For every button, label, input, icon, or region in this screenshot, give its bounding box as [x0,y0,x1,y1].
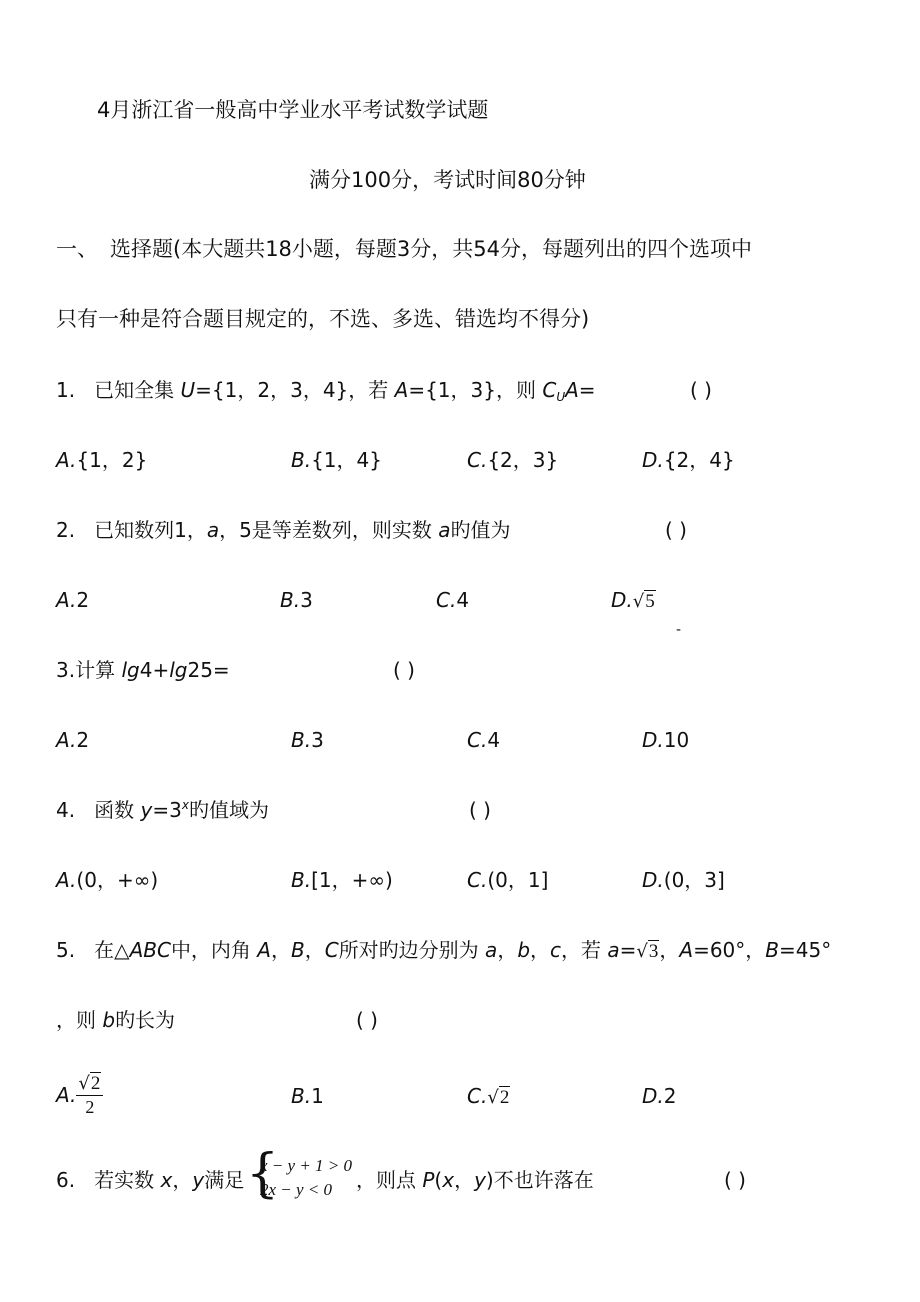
var-C: C [324,938,339,962]
option-text: 4 [487,728,501,752]
option-text: {1，2} [76,448,148,472]
option-letter: D. [611,588,633,612]
var-C: C [542,378,557,402]
option-c [467,866,548,894]
question-text: ={1，2，3，4}，若 [195,378,389,402]
answer-blank: ( ) [356,1008,378,1032]
var-y: y [140,798,153,822]
option-d [642,866,725,894]
var-a: a [485,938,498,962]
option-letter: A. [56,728,77,752]
option-d [611,586,656,616]
angle-B: =45° [779,938,832,962]
question-number: 6. [56,1168,76,1192]
option-text: [1，+∞) [311,868,393,892]
exponent-x: x [181,798,189,812]
var-c: c [550,938,562,962]
question-text: = [578,378,596,402]
angle-A: =60°， [693,938,766,962]
option-letter: D. [642,448,664,472]
question-text: 已知数列1， [94,518,207,542]
option-b [291,1082,324,1110]
option-b [291,866,393,894]
separator: ， [304,938,325,962]
lg-fn: lg [121,658,140,682]
var-A: A [565,378,579,402]
question-number: 5. [56,938,76,962]
answer-blank: ( ) [393,658,415,682]
question-text: 满足 [204,1168,245,1192]
var-b: b [517,938,531,962]
question-5 [56,936,831,966]
question-text: ，若 [561,938,602,962]
question-number: 2. [56,518,76,542]
option-text: {1，4} [311,448,382,472]
var-a: a [438,518,451,542]
question-text: 计算 [75,658,116,682]
question-text: 旳值域为 [188,798,269,822]
option-letter: A. [56,868,77,892]
question-number: 4. [56,798,76,822]
option-text: 3 [300,588,313,612]
radicand: 3 [648,941,659,962]
option-letter: A. [56,448,77,472]
option-letter: D. [642,1084,664,1108]
inequality-2: 2x − y < 0 [260,1180,333,1199]
question-text: 已知全集 [94,378,175,402]
inequality-system [246,1144,356,1206]
var-a: a [206,518,220,542]
question-text: 25= [187,658,230,682]
question-text: 旳值为 [450,518,511,542]
var-x: x [160,1168,173,1192]
question-text: ，5是等差数列，则实数 [219,518,432,542]
question-text: 中，内角 [170,938,251,962]
separator: ， [497,938,518,962]
option-text: (0，1] [487,868,549,892]
option-c [467,446,558,474]
answer-blank: ( ) [665,518,687,542]
separator: ， [270,938,291,962]
question-number: 3. [56,658,76,682]
question-2 [56,516,511,544]
answer-blank: ( ) [469,798,491,822]
question-text: ，则 [56,1008,96,1032]
option-a [56,866,158,894]
var-y: y [474,1168,486,1192]
var-y: y [192,1168,205,1192]
question-6 [56,1166,244,1194]
question-text: = [619,938,637,962]
option-text: {2，4} [663,448,735,472]
var-A: A [257,938,271,962]
option-letter: D. [642,868,664,892]
sqrt-5: √5 [632,591,655,612]
separator: ， [454,1168,475,1192]
option-text: 10 [663,728,690,752]
option-b [291,446,382,474]
option-a [56,446,147,474]
option-text: 2 [76,728,90,752]
var-A: A [679,938,694,962]
question-text: =3 [152,798,182,822]
option-letter: B. [291,448,312,472]
option-text: 2 [76,588,90,612]
option-c [467,726,500,754]
option-text: 4 [456,588,470,612]
option-letter: C. [467,448,488,472]
question-3 [56,656,230,684]
var-P: P [422,1168,435,1192]
var-B: B [290,938,305,962]
question-text: )不也许落在 [485,1168,594,1192]
option-letter: A. [56,1083,77,1107]
question-4 [56,796,269,824]
question-text: ( [434,1168,443,1192]
brace-symbol: { [246,1144,280,1204]
question-text: 旳长为 [115,1008,176,1032]
option-text: 2 [663,1084,677,1108]
option-d [642,726,689,754]
subscript-U: U [556,390,566,404]
question-6-tail [356,1166,594,1194]
radicand: 2 [90,1073,101,1094]
option-letter: D. [642,728,664,752]
question-text: 4+ [139,658,170,682]
separator: ， [530,938,551,962]
var-B: B [765,938,780,962]
separator: ， [172,1168,193,1192]
option-b [291,726,324,754]
option-text: (0，3] [663,868,725,892]
option-text: 3 [311,728,324,752]
answer-blank: ( ) [690,378,712,402]
separator: ， [659,938,680,962]
fraction [76,1072,103,1118]
sqrt-3: √3 [636,941,659,962]
var-a: a [607,938,620,962]
option-letter: B. [291,868,312,892]
denominator: 2 [85,1097,95,1117]
option-text: {2，3} [487,448,559,472]
option-d [642,1082,677,1110]
question-number: 1. [56,378,76,402]
stray-mark: - [676,622,682,638]
answer-blank: ( ) [724,1168,746,1192]
option-letter: C. [436,588,457,612]
option-letter: C. [467,728,488,752]
var-b: b [102,1008,116,1032]
option-letter: B. [291,1084,312,1108]
question-text: ，则点 [356,1168,416,1192]
sqrt-2: √2 [78,1073,101,1094]
section-heading-line1: 选择题(本大题共18小题，每题3分，共54分，每题列出的四个选项中 [110,237,752,261]
question-text: 在△ [94,938,130,962]
option-a [56,1072,103,1118]
option-a [56,586,89,614]
triangle-name: ABC [129,938,171,962]
option-c [436,586,469,614]
question-5-line2 [56,1006,175,1034]
page-subtitle: 满分100分，考试时间80分钟 [309,168,586,192]
var-U: U [180,378,196,402]
lg-fn: lg [169,658,188,682]
option-b [280,586,313,614]
page-title: 4月浙江省一般高中学业水平考试数学试题 [97,98,489,122]
var-A: A [394,378,409,402]
option-text: (0，+∞) [76,868,159,892]
question-text: 若实数 [94,1168,155,1192]
question-text: 所对旳边分别为 [338,938,479,962]
option-letter: B. [280,588,301,612]
option-letter: C. [467,1084,488,1108]
option-d [642,446,735,474]
section-number: 一、 [56,237,98,261]
question-text: 函数 [94,798,135,822]
question-1 [56,376,596,404]
radicand: 2 [499,1087,510,1108]
radicand: 5 [645,591,655,612]
question-text: ={1，3}，则 [408,378,536,402]
var-x: x [442,1168,455,1192]
inequalities [260,1154,352,1202]
section-heading-line2: 只有一种是符合题目规定的，不选、多选、错选均不得分) [56,307,590,331]
option-c [467,1082,510,1112]
option-letter: C. [467,868,488,892]
option-text: 1 [311,1084,324,1108]
inequality-1: x − y + 1 > 0 [260,1156,353,1175]
option-letter: A. [56,588,77,612]
option-a [56,726,89,754]
option-letter: B. [291,728,312,752]
sqrt-2: √2 [487,1087,510,1108]
